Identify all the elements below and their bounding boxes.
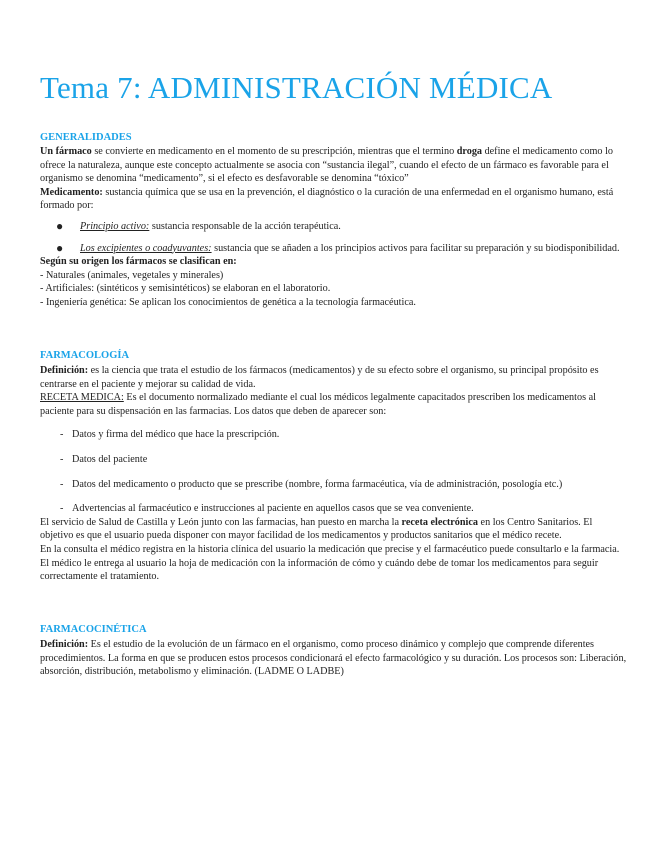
heading-generalidades: GENERALIDADES	[40, 132, 132, 143]
list-item	[40, 478, 628, 492]
text: Según su origen los fármacos se clasifican en:	[40, 256, 237, 268]
paragraph-definicion	[40, 638, 628, 679]
term-definicion: Definición:	[40, 639, 89, 650]
item-label: Los excipientes o coadyuvantes:	[80, 242, 212, 254]
item-text: sustancia responsable de la acción terapéutica.	[149, 220, 341, 232]
list-item	[40, 428, 628, 442]
item-label: Principio activo:	[80, 220, 150, 232]
origen-item: - Ingeniería genética: Se aplican los conocimientos de genética a la tecnología farmacéutica.	[40, 296, 416, 308]
list-item	[40, 220, 628, 234]
farmacologia-block	[40, 364, 628, 584]
paragraph-consulta: En la consulta el médico registra en la historia clínica del usuario la medicación que precise y el farmacéutico puede consultarlo e la farmacia. El médico le entrega al usuario la hoja de medicación con la información de cómo y cuándo debe de tomar los medicamentos para seguir correctamente el tratamiento.	[40, 543, 620, 583]
item-text: Datos del medicamento o producto que se prescribe (nombre, forma farmacéutica, vía de administración, posología etc.)	[72, 478, 563, 490]
page-title: Tema 7: ADMINISTRACIÓN MÉDICA	[40, 70, 553, 105]
origen-heading	[40, 255, 628, 269]
paragraph-medicamento	[40, 186, 628, 213]
paragraph-farmaco	[40, 145, 628, 186]
text: es la ciencia que trata el estudio de los fármacos (medicamentos) y de su efecto sobre el organismo, su principal propósito es centrarse en el paciente y mejorar su calidad de vida.	[40, 365, 599, 390]
bullet-icon: ●	[56, 240, 64, 255]
text: define el medicamento como lo ofrece la naturaleza, aunque este concepto actualmente se asocia con “sustancia ilegal”, cuando el efecto de un fármaco es favorable para el organismo se denomina “medicamento”, si el efecto es desfavorable se denomina “tóxico”	[40, 146, 613, 185]
list-item	[40, 242, 628, 256]
term-receta-electronica: receta electrónica	[401, 516, 478, 528]
paragraph-servicio	[40, 516, 628, 543]
origen-item: - Artificiales: (sintéticos y semisintéticos) se elaboran en el laboratorio.	[40, 283, 331, 295]
item-text: Datos del paciente	[72, 453, 148, 465]
datos-list	[40, 428, 628, 515]
heading-farmacocinetica: FARMACOCINÉTICA	[40, 624, 147, 635]
paragraph-definicion	[40, 364, 628, 391]
text: El servicio de Salud de Castilla y León junto con las farmacias, han puesto en marcha la	[40, 516, 402, 528]
dash-icon: -	[60, 453, 64, 465]
text: se convierte en medicamento en el momento de su prescripción, mientras que el termino	[91, 146, 457, 157]
item-text: sustancia que se añaden a los principios activos para facilitar su preparación y su biodisponibilidad.	[211, 242, 620, 254]
term-farmaco: Un fármaco	[40, 146, 92, 157]
term-droga: droga	[456, 146, 483, 157]
term-receta: RECETA MEDICA:	[40, 392, 124, 404]
heading-farmacologia: FARMACOLOGÍA	[40, 350, 130, 361]
text: sustancia química que se usa en la prevención, el diagnóstico o la curación de una enfermedad en el organismo humano, está formado por:	[40, 186, 614, 212]
dash-icon: -	[60, 503, 64, 515]
text: Es el estudio de la evolución de un fármaco en el organismo, como proceso dinámico y complejo que comprende diferentes procedimientos. La forma en que se producen estos procesos condicionará el efecto farmacológico y su duración. Los procesos son: Liberación, absorción, distribución, metabolismo y eliminación. (LADME O LADBE)	[40, 639, 627, 678]
generalidades-block	[40, 145, 628, 310]
paragraph-receta	[40, 391, 628, 418]
bullet-icon: ●	[56, 218, 64, 233]
dash-icon: -	[60, 478, 64, 490]
list-item	[40, 502, 628, 516]
origen-item: - Naturales (animales, vegetales y minerales)	[40, 269, 224, 281]
term-definicion: Definición:	[40, 365, 89, 376]
item-text: Datos y firma del médico que hace la prescripción.	[72, 429, 280, 441]
item-text: Advertencias al farmacéutico e instrucciones al paciente en aquellos casos que se vea conveniente.	[72, 503, 474, 515]
text: en los Centro Sanitarios. El objetivo es que el usuario pueda disponer con mayor facilidad de los medicamentos y productos sanitarios que el médico recete.	[40, 516, 593, 542]
dash-icon: -	[60, 429, 64, 441]
term-medicamento: Medicamento:	[40, 186, 103, 198]
list-item	[40, 453, 628, 467]
components-list	[40, 220, 628, 255]
text: Es el documento normalizado mediante el cual los médicos legalmente capacitados prescriben los medicamentos al paciente para su dispensación en las farmacias. Los datos que deben de aparecer son:	[40, 392, 596, 417]
farmacocinetica-block	[40, 638, 628, 679]
